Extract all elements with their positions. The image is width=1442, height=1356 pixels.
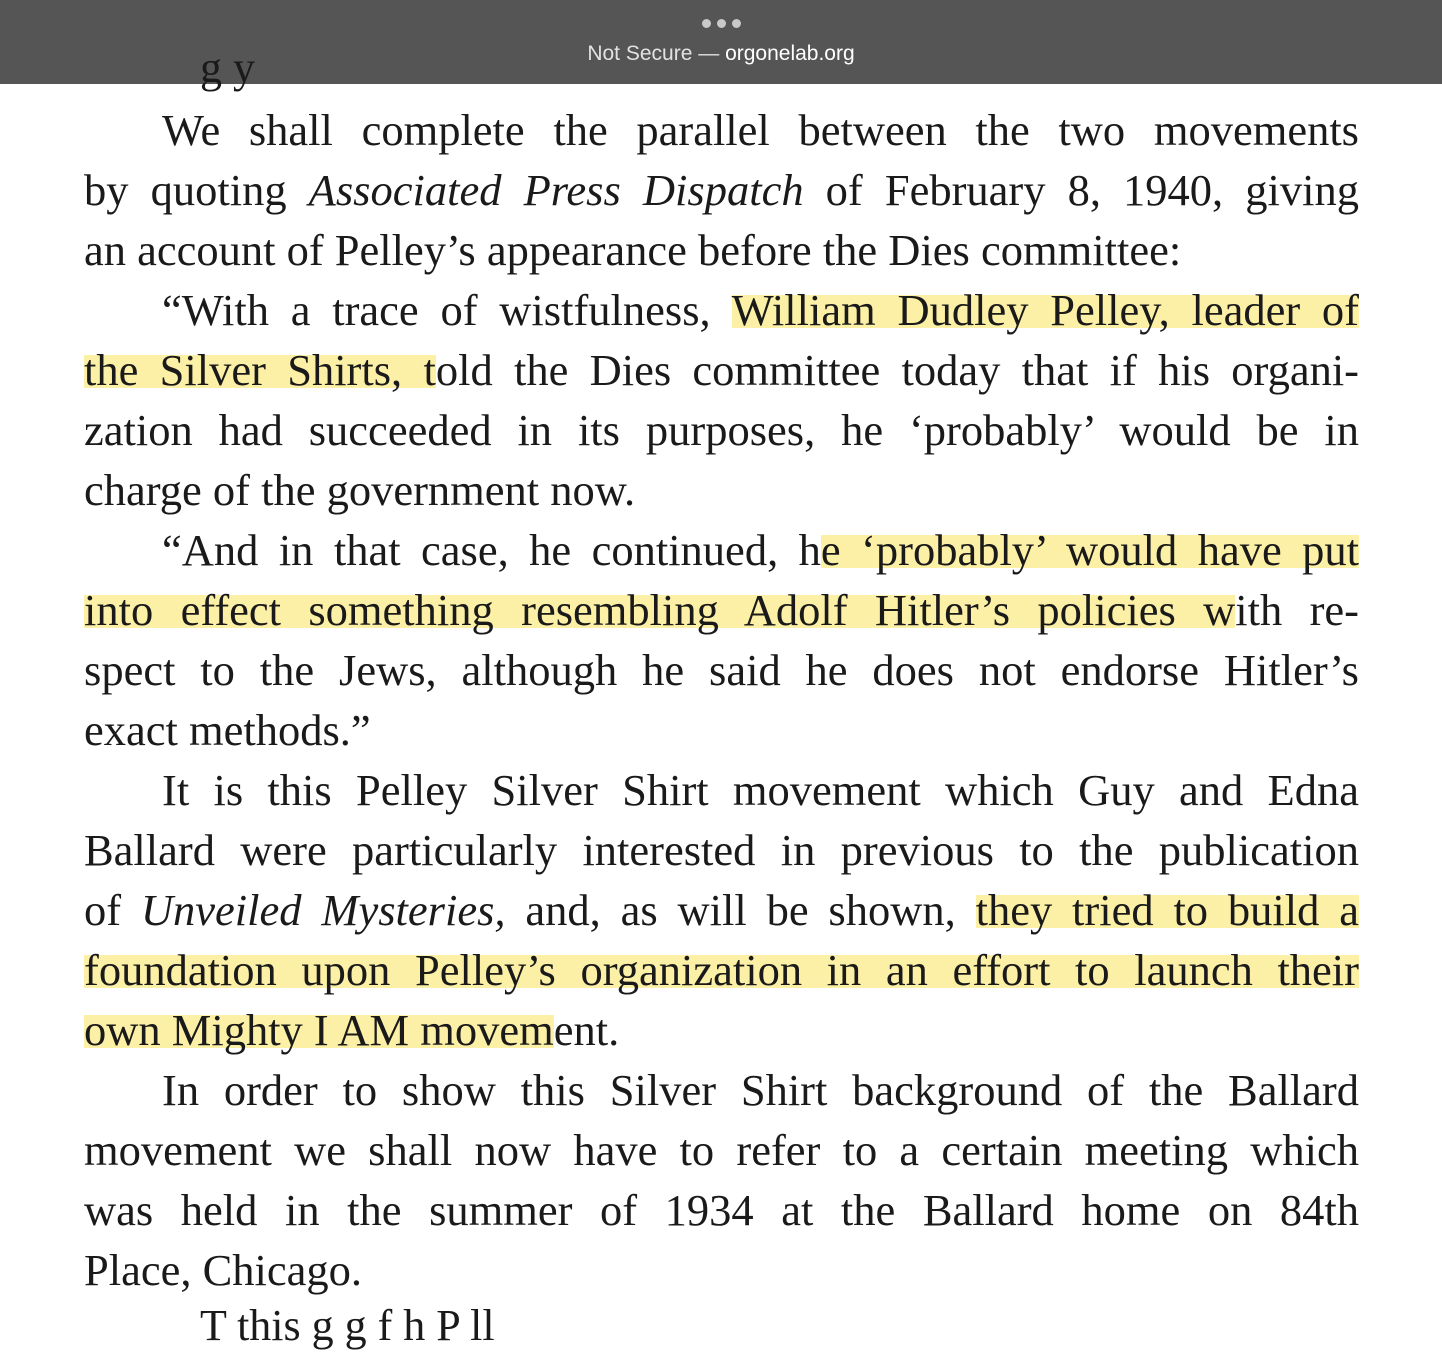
security-label: Not Secure —	[587, 42, 720, 65]
text-line: “With a trace of wistfulness, William Dudley Pelley, leader of	[162, 285, 1359, 335]
highlight: own Mighty I AM movem	[84, 1005, 554, 1055]
highlight: they tried to build a	[975, 885, 1359, 935]
text-line: of Unveiled Mysteries, and, as will be shown, they tried to build a	[84, 885, 1359, 935]
text-line: Place, Chicago.	[84, 1245, 363, 1295]
text-line: exact methods.”	[84, 705, 371, 755]
text-line: was held in the summer of 1934 at the Ballard home on 84th	[84, 1185, 1359, 1235]
highlight: William Dudley Pelley, leader of	[731, 285, 1359, 335]
text-line: movement we shall now have to refer to a certain meeting which	[84, 1125, 1359, 1175]
text-line: charge of the government now.	[84, 465, 636, 515]
text-line	[84, 940, 1359, 1000]
more-options-icon[interactable]	[0, 15, 1442, 33]
text-line: “And in that case, he continued, he ‘probably’ would have put	[162, 525, 1359, 575]
cut-off-top-line: g y	[200, 43, 255, 92]
italic-title: Associated Press Dispatch	[308, 165, 804, 215]
highlight: into effect something resembling Adolf Hitler’s policies w	[84, 585, 1236, 635]
text-line: by quoting Associated Press Dispatch of February 8, 1940, giving	[84, 165, 1359, 215]
highlight: the Silver Shirts, t	[84, 345, 436, 395]
text-line: zation had succeeded in its purposes, he ‘probably’ would be in	[84, 405, 1359, 455]
text-line: the Silver Shirts, told the Dies committee today that if his organi-	[84, 345, 1359, 395]
highlight: foundation upon Pelley’s organization in an effort to launch their	[84, 945, 1359, 995]
cut-off-bottom-line: T this g g f h P ll	[200, 1301, 495, 1350]
text-line: own Mighty I AM movement.	[84, 1005, 620, 1055]
text-line: Ballard were particularly interested in previous to the publication	[84, 825, 1359, 875]
domain-label: orgonelab.org	[725, 42, 855, 65]
text-line: We shall complete the parallel between the two movements	[162, 105, 1359, 155]
text-line: into effect something resembling Adolf Hitler’s policies with re-	[84, 585, 1359, 635]
italic-title: Unveiled Mysteries,	[140, 885, 506, 935]
text-line: In order to show this Silver Shirt background of the Ballard	[162, 1065, 1359, 1115]
text-line: an account of Pelley’s appearance before the Dies committee:	[84, 225, 1182, 275]
highlight: e ‘probably’ would have put	[820, 525, 1359, 575]
text-line: It is this Pelley Silver Shirt movement which Guy and Edna	[162, 765, 1359, 815]
text-line: spect to the Jews, although he said he does not endorse Hitler’s	[84, 645, 1359, 695]
